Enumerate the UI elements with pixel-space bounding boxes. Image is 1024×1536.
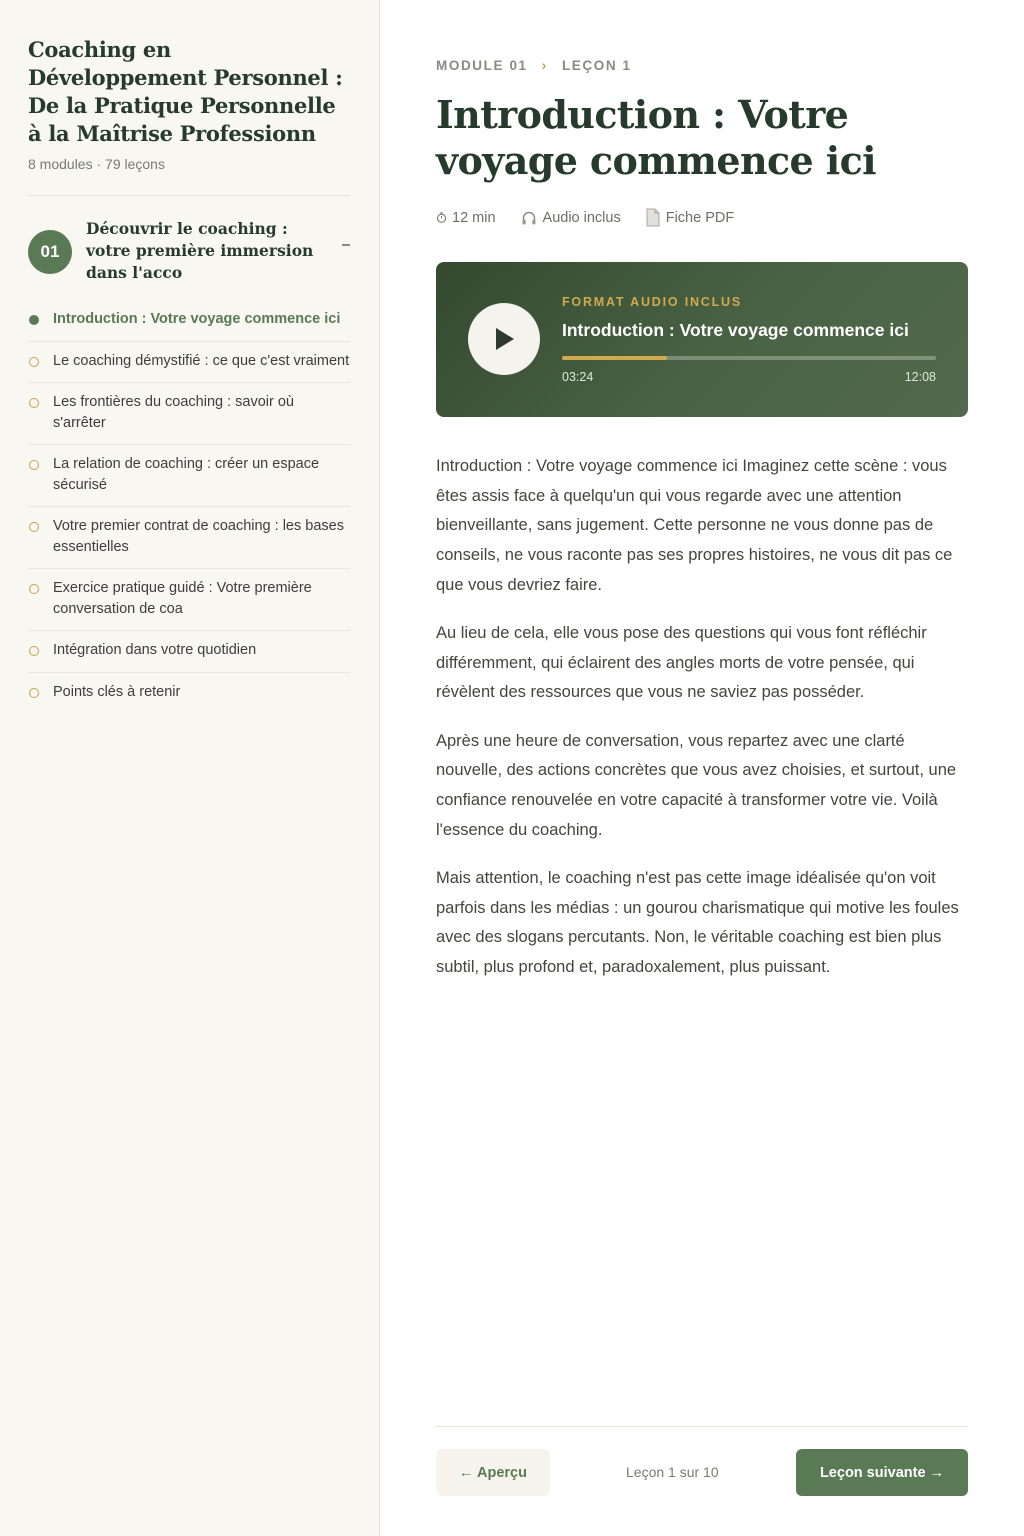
course-meta: 8 modules · 79 leçons [28, 156, 165, 172]
document-icon [645, 208, 661, 227]
paragraph: Après une heure de conversation, vous repartez avec une clarté nouvelle, des actions concrètes que vous avez choisies, et surtout, une confiance renouvelée en votre capacité à transformer votre vie. Voilà l'essence du coaching. [436, 731, 957, 839]
breadcrumb [436, 57, 632, 73]
chevron-right-icon: › [541, 57, 548, 73]
player-title: Introduction : Votre voyage commence ici [562, 320, 909, 340]
module-number-badge: 01 [28, 230, 72, 274]
paragraph: Au lieu de cela, elle vous pose des questions qui vous font réfléchir différemment, qui éclairent des angles morts de votre pensée, qui révèlent des ressources que vous ne saviez pas posséder. [436, 624, 927, 702]
stopwatch-icon [436, 212, 447, 223]
audio-progress-fill [562, 356, 667, 360]
audio-player [436, 262, 968, 417]
lesson-label: Le coaching démystifié : ce que c'est vraiment [53, 352, 350, 369]
breadcrumb-lesson: LEÇON 1 [561, 57, 632, 73]
total-time: 12:08 [904, 370, 936, 384]
footer-divider [436, 1426, 968, 1427]
lesson-label: La relation de coaching : créer un espace sécurisé [53, 456, 320, 493]
lesson-dot-icon [29, 357, 39, 367]
lesson-item[interactable] [28, 445, 350, 507]
lesson-item[interactable] [28, 507, 350, 569]
paragraph: Mais attention, le coaching n'est pas cette image idéalisée qu'on voit parfois dans les médias : un gourou charismatique qui motive les foules avec des slogans percutants. Non, le véritable coaching est bien plus subtil, plus profond et, paradoxalement, plus puissant. [436, 868, 959, 977]
lesson-label: Introduction : Votre voyage commence ici [53, 311, 341, 327]
course-title: Coaching en Développement Personnel : De la Pratique Personnelle à la Maîtrise Professionn [28, 37, 343, 146]
next-lesson-button[interactable]: Leçon suivante → [796, 1449, 968, 1496]
main-content [436, 0, 968, 1536]
lesson-item[interactable] [28, 342, 350, 384]
lesson-dot-icon [29, 398, 39, 408]
pdf-text: Fiche PDF [665, 209, 735, 226]
play-icon [492, 326, 516, 352]
lesson-counter: Leçon 1 sur 10 [626, 1464, 719, 1480]
page-title: Introduction : Votre voyage commence ici [436, 92, 876, 183]
lesson-label: Les frontières du coaching : savoir où s'arrêter [53, 394, 294, 431]
current-time: 03:24 [562, 370, 594, 384]
lesson-dot-icon [29, 646, 39, 656]
play-button[interactable] [468, 303, 540, 375]
lesson-item[interactable] [28, 673, 350, 714]
breadcrumb-module[interactable]: MODULE 01 [436, 57, 528, 73]
module-title: Découvrir le coaching : votre première immersion dans l'acco [86, 219, 314, 282]
audio-progress-bar[interactable] [562, 356, 936, 360]
lesson-list [28, 300, 350, 713]
lesson-dot-icon [29, 460, 39, 470]
active-lesson-dot-icon [29, 315, 39, 325]
lesson-item[interactable] [28, 569, 350, 631]
lesson-dot-icon [29, 584, 39, 594]
lesson-dot-icon [29, 522, 39, 532]
lesson-dot-icon [29, 688, 39, 698]
lesson-meta [436, 208, 758, 227]
previous-button[interactable]: ← Aperçu [436, 1449, 550, 1496]
audio-meta [520, 209, 621, 227]
pdf-meta[interactable] [645, 208, 735, 227]
headphones-icon [520, 209, 538, 227]
module-header[interactable] [28, 218, 350, 288]
lesson-item[interactable] [28, 383, 350, 445]
lesson-label: Points clés à retenir [53, 683, 181, 700]
player-label: FORMAT AUDIO INCLUS [562, 295, 743, 309]
collapse-icon[interactable] [342, 244, 350, 246]
audio-text: Audio inclus [542, 209, 621, 226]
lesson-label: Votre premier contrat de coaching : les bases essentielles [53, 518, 344, 555]
lesson-label: Exercice pratique guidé : Votre première conversation de coa [53, 580, 312, 617]
sidebar [0, 0, 380, 1536]
duration-meta [436, 210, 496, 226]
lesson-item[interactable] [28, 631, 350, 673]
sidebar-divider [28, 195, 350, 196]
lesson-item[interactable] [28, 300, 350, 342]
duration-text: 12 min [452, 209, 496, 226]
lesson-label: Intégration dans votre quotidien [53, 642, 257, 658]
paragraph: Introduction : Votre voyage commence ici Imaginez cette scène : vous êtes assis face à quelqu'un qui vous regarde avec une attention bienveillante, sans jugement. Cette personne ne vous donne pas de conseils, ne vous raconte pas ses propres histoires, ne vous dit pas ce que vous devriez faire. [436, 457, 953, 594]
lesson-body [436, 452, 968, 1001]
